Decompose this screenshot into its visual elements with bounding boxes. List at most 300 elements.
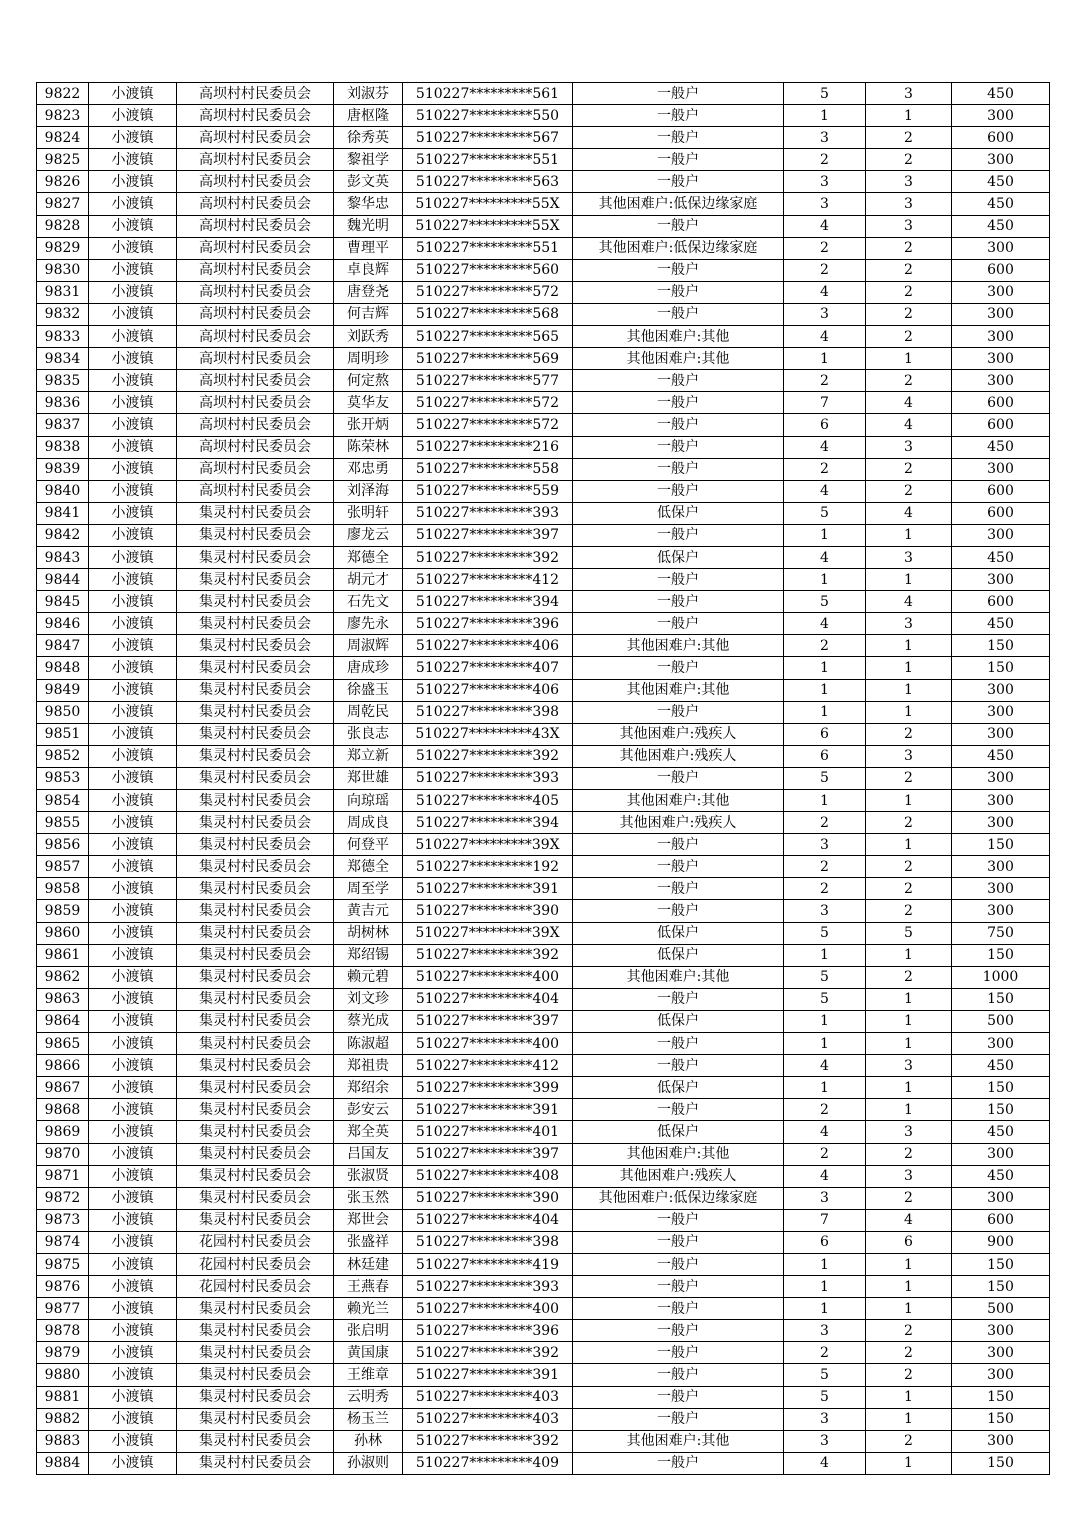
cell-name: 向琼瑶 (334, 790, 403, 812)
cell-serial: 9843 (37, 546, 89, 568)
cell-village: 集灵村村民委员会 (177, 745, 334, 767)
cell-count: 1 (866, 1408, 952, 1430)
cell-town: 小渡镇 (89, 149, 177, 171)
cell-serial: 9847 (37, 635, 89, 657)
table-row (37, 988, 1050, 1010)
table-row (37, 1430, 1050, 1452)
cell-household-type: 其他困难户:残疾人 (573, 745, 784, 767)
cell-id-number: 510227*********403 (403, 1386, 573, 1408)
cell-serial: 9835 (37, 370, 89, 392)
cell-count: 3 (866, 1165, 952, 1187)
table-row (37, 745, 1050, 767)
table-row (37, 1010, 1050, 1032)
cell-members: 5 (784, 966, 866, 988)
cell-serial: 9840 (37, 480, 89, 502)
cell-serial: 9877 (37, 1298, 89, 1320)
cell-members: 4 (784, 613, 866, 635)
cell-household-type: 一般户 (573, 1033, 784, 1055)
cell-name: 陈淑超 (334, 1033, 403, 1055)
cell-village: 高坝村村民委员会 (177, 326, 334, 348)
cell-count: 2 (866, 237, 952, 259)
cell-amount: 300 (952, 900, 1050, 922)
table-row (37, 193, 1050, 215)
cell-town: 小渡镇 (89, 1364, 177, 1386)
cell-village: 集灵村村民委员会 (177, 988, 334, 1010)
cell-count: 2 (866, 878, 952, 900)
cell-id-number: 510227*********572 (403, 392, 573, 414)
cell-id-number: 510227*********550 (403, 105, 573, 127)
cell-serial: 9831 (37, 281, 89, 303)
cell-serial: 9859 (37, 900, 89, 922)
cell-id-number: 510227*********409 (403, 1452, 573, 1474)
cell-village: 集灵村村民委员会 (177, 812, 334, 834)
cell-household-type: 一般户 (573, 701, 784, 723)
cell-village: 高坝村村民委员会 (177, 149, 334, 171)
cell-village: 集灵村村民委员会 (177, 1010, 334, 1032)
cell-count: 1 (866, 944, 952, 966)
cell-household-type: 低保户 (573, 546, 784, 568)
cell-name: 杨玉兰 (334, 1408, 403, 1430)
cell-count: 1 (866, 679, 952, 701)
cell-name: 陈荣林 (334, 436, 403, 458)
table-row (37, 834, 1050, 856)
cell-name: 周淑辉 (334, 635, 403, 657)
cell-town: 小渡镇 (89, 856, 177, 878)
cell-id-number: 510227*********392 (403, 546, 573, 568)
cell-id-number: 510227*********55X (403, 215, 573, 237)
table-row (37, 856, 1050, 878)
cell-household-type: 一般户 (573, 83, 784, 105)
cell-name: 郑绍余 (334, 1077, 403, 1099)
table-row (37, 348, 1050, 370)
cell-name: 张良志 (334, 723, 403, 745)
table-row (37, 900, 1050, 922)
cell-serial: 9854 (37, 790, 89, 812)
cell-count: 4 (866, 1209, 952, 1231)
cell-id-number: 510227*********559 (403, 480, 573, 502)
cell-amount: 500 (952, 1298, 1050, 1320)
cell-count: 1 (866, 1253, 952, 1275)
cell-town: 小渡镇 (89, 900, 177, 922)
cell-count: 1 (866, 635, 952, 657)
cell-town: 小渡镇 (89, 1386, 177, 1408)
cell-count: 3 (866, 613, 952, 635)
cell-town: 小渡镇 (89, 105, 177, 127)
cell-count: 1 (866, 1099, 952, 1121)
cell-name: 周乾民 (334, 701, 403, 723)
cell-household-type: 一般户 (573, 1452, 784, 1474)
cell-members: 3 (784, 834, 866, 856)
cell-serial: 9827 (37, 193, 89, 215)
cell-serial: 9824 (37, 127, 89, 149)
cell-members: 1 (784, 701, 866, 723)
cell-amount: 300 (952, 458, 1050, 480)
cell-household-type: 一般户 (573, 1253, 784, 1275)
cell-household-type: 一般户 (573, 591, 784, 613)
cell-name: 黎祖学 (334, 149, 403, 171)
cell-village: 集灵村村民委员会 (177, 922, 334, 944)
cell-members: 4 (784, 1452, 866, 1474)
table-row (37, 878, 1050, 900)
cell-serial: 9851 (37, 723, 89, 745)
cell-amount: 300 (952, 303, 1050, 325)
cell-household-type: 其他困难户:其他 (573, 966, 784, 988)
cell-name: 张启明 (334, 1320, 403, 1342)
cell-town: 小渡镇 (89, 1121, 177, 1143)
cell-id-number: 510227*********39X (403, 922, 573, 944)
cell-amount: 600 (952, 1209, 1050, 1231)
cell-count: 2 (866, 149, 952, 171)
cell-members: 7 (784, 392, 866, 414)
cell-id-number: 510227*********419 (403, 1253, 573, 1275)
table-row (37, 966, 1050, 988)
cell-town: 小渡镇 (89, 1276, 177, 1298)
cell-amount: 150 (952, 635, 1050, 657)
cell-count: 2 (866, 370, 952, 392)
cell-household-type: 低保户 (573, 1121, 784, 1143)
cell-id-number: 510227*********560 (403, 259, 573, 281)
table-row (37, 303, 1050, 325)
cell-id-number: 510227*********551 (403, 149, 573, 171)
cell-village: 集灵村村民委员会 (177, 900, 334, 922)
cell-household-type: 一般户 (573, 569, 784, 591)
cell-village: 高坝村村民委员会 (177, 105, 334, 127)
cell-members: 1 (784, 1010, 866, 1032)
cell-amount: 450 (952, 1055, 1050, 1077)
table-row (37, 591, 1050, 613)
cell-serial: 9876 (37, 1276, 89, 1298)
cell-name: 张盛祥 (334, 1231, 403, 1253)
cell-town: 小渡镇 (89, 1209, 177, 1231)
cell-amount: 600 (952, 127, 1050, 149)
cell-town: 小渡镇 (89, 767, 177, 789)
table-row (37, 944, 1050, 966)
cell-household-type: 一般户 (573, 1276, 784, 1298)
cell-members: 3 (784, 1408, 866, 1430)
cell-amount: 600 (952, 591, 1050, 613)
table-row (37, 1342, 1050, 1364)
cell-village: 集灵村村民委员会 (177, 591, 334, 613)
cell-name: 蔡光成 (334, 1010, 403, 1032)
cell-members: 5 (784, 922, 866, 944)
cell-serial: 9839 (37, 458, 89, 480)
cell-count: 1 (866, 790, 952, 812)
table-row (37, 546, 1050, 568)
cell-members: 4 (784, 546, 866, 568)
cell-count: 2 (866, 281, 952, 303)
cell-members: 6 (784, 414, 866, 436)
table-row (37, 1408, 1050, 1430)
cell-town: 小渡镇 (89, 193, 177, 215)
cell-amount: 300 (952, 370, 1050, 392)
cell-count: 2 (866, 458, 952, 480)
table-row (37, 701, 1050, 723)
cell-name: 石先文 (334, 591, 403, 613)
cell-village: 集灵村村民委员会 (177, 1165, 334, 1187)
cell-id-number: 510227*********399 (403, 1077, 573, 1099)
cell-id-number: 510227*********558 (403, 458, 573, 480)
cell-id-number: 510227*********400 (403, 1033, 573, 1055)
cell-household-type: 一般户 (573, 613, 784, 635)
cell-name: 郑德全 (334, 856, 403, 878)
cell-id-number: 510227*********39X (403, 834, 573, 856)
table-row (37, 767, 1050, 789)
cell-village: 集灵村村民委员会 (177, 524, 334, 546)
cell-members: 1 (784, 1253, 866, 1275)
cell-count: 3 (866, 83, 952, 105)
cell-town: 小渡镇 (89, 215, 177, 237)
cell-serial: 9823 (37, 105, 89, 127)
cell-amount: 300 (952, 1364, 1050, 1386)
cell-count: 1 (866, 1033, 952, 1055)
cell-id-number: 510227*********390 (403, 1187, 573, 1209)
cell-serial: 9873 (37, 1209, 89, 1231)
cell-village: 高坝村村民委员会 (177, 303, 334, 325)
cell-town: 小渡镇 (89, 1231, 177, 1253)
cell-household-type: 低保户 (573, 502, 784, 524)
cell-amount: 300 (952, 281, 1050, 303)
table-row (37, 1209, 1050, 1231)
cell-serial: 9855 (37, 812, 89, 834)
cell-village: 集灵村村民委员会 (177, 1209, 334, 1231)
cell-serial: 9825 (37, 149, 89, 171)
cell-count: 3 (866, 1055, 952, 1077)
cell-members: 1 (784, 1298, 866, 1320)
cell-name: 赖元碧 (334, 966, 403, 988)
cell-id-number: 510227*********565 (403, 326, 573, 348)
cell-serial: 9858 (37, 878, 89, 900)
cell-id-number: 510227*********406 (403, 679, 573, 701)
cell-members: 5 (784, 767, 866, 789)
cell-id-number: 510227*********404 (403, 988, 573, 1010)
cell-name: 孙林 (334, 1430, 403, 1452)
cell-id-number: 510227*********408 (403, 1165, 573, 1187)
cell-count: 1 (866, 988, 952, 1010)
cell-town: 小渡镇 (89, 348, 177, 370)
cell-members: 3 (784, 900, 866, 922)
cell-serial: 9870 (37, 1143, 89, 1165)
cell-serial: 9842 (37, 524, 89, 546)
cell-village: 高坝村村民委员会 (177, 215, 334, 237)
cell-amount: 500 (952, 1010, 1050, 1032)
cell-village: 高坝村村民委员会 (177, 193, 334, 215)
cell-serial: 9865 (37, 1033, 89, 1055)
cell-village: 集灵村村民委员会 (177, 966, 334, 988)
table-row (37, 1143, 1050, 1165)
cell-amount: 150 (952, 1276, 1050, 1298)
cell-serial: 9868 (37, 1099, 89, 1121)
cell-town: 小渡镇 (89, 657, 177, 679)
cell-household-type: 一般户 (573, 524, 784, 546)
cell-members: 3 (784, 1430, 866, 1452)
cell-id-number: 510227*********394 (403, 812, 573, 834)
cell-name: 周成良 (334, 812, 403, 834)
cell-amount: 150 (952, 1077, 1050, 1099)
cell-serial: 9880 (37, 1364, 89, 1386)
cell-town: 小渡镇 (89, 723, 177, 745)
cell-household-type: 一般户 (573, 1320, 784, 1342)
cell-name: 彭安云 (334, 1099, 403, 1121)
cell-members: 3 (784, 1187, 866, 1209)
cell-town: 小渡镇 (89, 171, 177, 193)
cell-name: 曹理平 (334, 237, 403, 259)
cell-name: 张淑贤 (334, 1165, 403, 1187)
cell-household-type: 一般户 (573, 1386, 784, 1408)
cell-id-number: 510227*********412 (403, 569, 573, 591)
cell-members: 2 (784, 635, 866, 657)
cell-serial: 9848 (37, 657, 89, 679)
cell-serial: 9829 (37, 237, 89, 259)
cell-town: 小渡镇 (89, 1055, 177, 1077)
cell-members: 1 (784, 679, 866, 701)
cell-count: 2 (866, 900, 952, 922)
cell-id-number: 510227*********405 (403, 790, 573, 812)
cell-name: 黎华忠 (334, 193, 403, 215)
cell-id-number: 510227*********392 (403, 1342, 573, 1364)
cell-count: 1 (866, 569, 952, 591)
cell-town: 小渡镇 (89, 1077, 177, 1099)
cell-name: 吕国友 (334, 1143, 403, 1165)
cell-count: 1 (866, 105, 952, 127)
cell-amount: 300 (952, 790, 1050, 812)
table-row (37, 613, 1050, 635)
cell-id-number: 510227*********567 (403, 127, 573, 149)
cell-village: 集灵村村民委员会 (177, 1452, 334, 1474)
cell-town: 小渡镇 (89, 591, 177, 613)
table-row (37, 237, 1050, 259)
cell-id-number: 510227*********561 (403, 83, 573, 105)
table-row (37, 524, 1050, 546)
cell-serial: 9867 (37, 1077, 89, 1099)
cell-members: 1 (784, 569, 866, 591)
cell-town: 小渡镇 (89, 966, 177, 988)
cell-town: 小渡镇 (89, 812, 177, 834)
cell-serial: 9850 (37, 701, 89, 723)
cell-town: 小渡镇 (89, 259, 177, 281)
cell-amount: 300 (952, 1342, 1050, 1364)
cell-name: 周至学 (334, 878, 403, 900)
cell-village: 高坝村村民委员会 (177, 127, 334, 149)
cell-household-type: 一般户 (573, 215, 784, 237)
cell-members: 4 (784, 281, 866, 303)
cell-serial: 9864 (37, 1010, 89, 1032)
cell-members: 5 (784, 83, 866, 105)
table-row (37, 1165, 1050, 1187)
cell-count: 3 (866, 193, 952, 215)
cell-id-number: 510227*********400 (403, 1298, 573, 1320)
table-row (37, 1253, 1050, 1275)
cell-count: 4 (866, 414, 952, 436)
table-row (37, 480, 1050, 502)
table-row (37, 1077, 1050, 1099)
cell-members: 1 (784, 944, 866, 966)
cell-amount: 450 (952, 436, 1050, 458)
cell-name: 郑祖贵 (334, 1055, 403, 1077)
cell-household-type: 一般户 (573, 1298, 784, 1320)
table-row (37, 171, 1050, 193)
cell-members: 1 (784, 790, 866, 812)
cell-count: 3 (866, 546, 952, 568)
cell-name: 刘文珍 (334, 988, 403, 1010)
cell-id-number: 510227*********401 (403, 1121, 573, 1143)
cell-amount: 450 (952, 193, 1050, 215)
cell-members: 1 (784, 348, 866, 370)
cell-household-type: 一般户 (573, 436, 784, 458)
cell-town: 小渡镇 (89, 414, 177, 436)
cell-members: 3 (784, 171, 866, 193)
cell-members: 5 (784, 591, 866, 613)
cell-town: 小渡镇 (89, 1099, 177, 1121)
cell-household-type: 其他困难户:其他 (573, 1430, 784, 1452)
cell-serial: 9883 (37, 1430, 89, 1452)
cell-id-number: 510227*********391 (403, 1099, 573, 1121)
cell-id-number: 510227*********392 (403, 1430, 573, 1452)
cell-town: 小渡镇 (89, 546, 177, 568)
cell-name: 魏光明 (334, 215, 403, 237)
cell-serial: 9852 (37, 745, 89, 767)
cell-household-type: 低保户 (573, 922, 784, 944)
cell-household-type: 一般户 (573, 105, 784, 127)
cell-town: 小渡镇 (89, 303, 177, 325)
table-row (37, 790, 1050, 812)
cell-amount: 300 (952, 105, 1050, 127)
table-row (37, 414, 1050, 436)
cell-serial: 9836 (37, 392, 89, 414)
cell-name: 郑世会 (334, 1209, 403, 1231)
cell-household-type: 一般户 (573, 414, 784, 436)
cell-serial: 9866 (37, 1055, 89, 1077)
cell-town: 小渡镇 (89, 281, 177, 303)
cell-id-number: 510227*********406 (403, 635, 573, 657)
cell-amount: 450 (952, 171, 1050, 193)
table-row (37, 259, 1050, 281)
cell-village: 集灵村村民委员会 (177, 1408, 334, 1430)
cell-serial: 9869 (37, 1121, 89, 1143)
cell-members: 2 (784, 370, 866, 392)
cell-name: 卓良辉 (334, 259, 403, 281)
cell-count: 2 (866, 1187, 952, 1209)
cell-amount: 450 (952, 613, 1050, 635)
cell-count: 3 (866, 745, 952, 767)
cell-members: 1 (784, 1276, 866, 1298)
cell-household-type: 一般户 (573, 370, 784, 392)
cell-household-type: 一般户 (573, 1342, 784, 1364)
cell-town: 小渡镇 (89, 745, 177, 767)
cell-amount: 150 (952, 1253, 1050, 1275)
cell-serial: 9830 (37, 259, 89, 281)
cell-serial: 9832 (37, 303, 89, 325)
cell-village: 集灵村村民委员会 (177, 1055, 334, 1077)
cell-count: 1 (866, 834, 952, 856)
cell-count: 4 (866, 591, 952, 613)
cell-amount: 300 (952, 701, 1050, 723)
cell-id-number: 510227*********572 (403, 281, 573, 303)
cell-members: 3 (784, 303, 866, 325)
cell-household-type: 其他困难户:低保边缘家庭 (573, 237, 784, 259)
cell-id-number: 510227*********396 (403, 613, 573, 635)
cell-members: 3 (784, 193, 866, 215)
cell-serial: 9879 (37, 1342, 89, 1364)
cell-village: 集灵村村民委员会 (177, 1077, 334, 1099)
cell-household-type: 其他困难户:其他 (573, 1143, 784, 1165)
cell-village: 集灵村村民委员会 (177, 679, 334, 701)
cell-amount: 300 (952, 1033, 1050, 1055)
cell-village: 高坝村村民委员会 (177, 83, 334, 105)
cell-members: 2 (784, 856, 866, 878)
cell-village: 高坝村村民委员会 (177, 259, 334, 281)
cell-town: 小渡镇 (89, 834, 177, 856)
cell-name: 赖光兰 (334, 1298, 403, 1320)
